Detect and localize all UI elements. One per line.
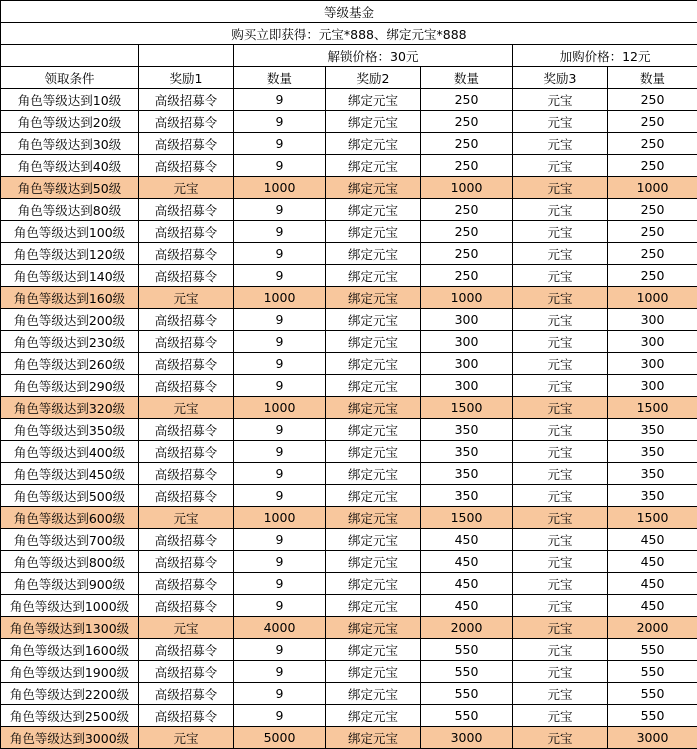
table-row: [1, 529, 697, 551]
qty1-cell: 9: [234, 683, 326, 705]
condition-cell: 角色等级达到350级: [1, 419, 139, 441]
reward3-cell: 元宝: [513, 463, 608, 485]
reward3-cell: 元宝: [513, 683, 608, 705]
reward2-cell: 绑定元宝: [326, 199, 421, 221]
qty1-cell: 9: [234, 639, 326, 661]
qty3-cell: 450: [608, 529, 697, 551]
reward3-cell: 元宝: [513, 397, 608, 419]
reward3-cell: 元宝: [513, 727, 608, 749]
condition-cell: 角色等级达到20级: [1, 111, 139, 133]
qty2-cell: 1500: [421, 507, 513, 529]
table-row: [1, 133, 697, 155]
qty1-cell: 9: [234, 661, 326, 683]
table-row: [1, 309, 697, 331]
reward1-cell: 高级招募令: [139, 661, 234, 683]
condition-cell: 角色等级达到2500级: [1, 705, 139, 727]
qty2-cell: 300: [421, 309, 513, 331]
qty1-cell: 1000: [234, 507, 326, 529]
condition-cell: 角色等级达到700级: [1, 529, 139, 551]
reward2-cell: 绑定元宝: [326, 309, 421, 331]
condition-cell: 角色等级达到400级: [1, 441, 139, 463]
qty3-cell: 350: [608, 441, 697, 463]
qty2-cell: 250: [421, 155, 513, 177]
reward2-cell: 绑定元宝: [326, 265, 421, 287]
reward2-cell: 绑定元宝: [326, 89, 421, 111]
qty3-cell: 300: [608, 353, 697, 375]
reward1-cell: 元宝: [139, 177, 234, 199]
qty3-cell: 550: [608, 639, 697, 661]
qty1-cell: 9: [234, 441, 326, 463]
qty3-cell: 250: [608, 111, 697, 133]
reward1-cell: 高级招募令: [139, 529, 234, 551]
qty3-cell: 450: [608, 551, 697, 573]
reward2-cell: 绑定元宝: [326, 133, 421, 155]
qty1-cell: 9: [234, 265, 326, 287]
qty2-cell: 1500: [421, 397, 513, 419]
subtitle-row: [1, 23, 697, 45]
reward3-cell: 元宝: [513, 617, 608, 639]
condition-cell: 角色等级达到30级: [1, 133, 139, 155]
qty3-cell: 300: [608, 331, 697, 353]
qty1-cell: 9: [234, 111, 326, 133]
qty3-cell: 1000: [608, 287, 697, 309]
reward1-cell: 元宝: [139, 727, 234, 749]
header-condition: 领取条件: [1, 67, 139, 89]
reward3-cell: 元宝: [513, 177, 608, 199]
condition-cell: 角色等级达到1600级: [1, 639, 139, 661]
reward1-cell: 高级招募令: [139, 309, 234, 331]
reward2-cell: 绑定元宝: [326, 419, 421, 441]
table-row: [1, 111, 697, 133]
qty2-cell: 250: [421, 243, 513, 265]
qty1-cell: 9: [234, 463, 326, 485]
table-row: [1, 573, 697, 595]
qty2-cell: 250: [421, 265, 513, 287]
table-row: [1, 419, 697, 441]
reward1-cell: 高级招募令: [139, 573, 234, 595]
unlock-price: 解锁价格：30元: [234, 45, 513, 67]
qty3-cell: 250: [608, 155, 697, 177]
reward2-cell: 绑定元宝: [326, 221, 421, 243]
condition-cell: 角色等级达到50级: [1, 177, 139, 199]
qty1-cell: 1000: [234, 287, 326, 309]
qty2-cell: 250: [421, 221, 513, 243]
condition-cell: 角色等级达到450级: [1, 463, 139, 485]
qty3-cell: 1000: [608, 177, 697, 199]
reward1-cell: 高级招募令: [139, 199, 234, 221]
qty3-cell: 250: [608, 199, 697, 221]
qty3-cell: 1500: [608, 397, 697, 419]
reward3-cell: 元宝: [513, 199, 608, 221]
qty1-cell: 9: [234, 155, 326, 177]
qty1-cell: 9: [234, 595, 326, 617]
qty1-cell: 1000: [234, 177, 326, 199]
qty2-cell: 250: [421, 199, 513, 221]
condition-cell: 角色等级达到600级: [1, 507, 139, 529]
condition-cell: 角色等级达到1000级: [1, 595, 139, 617]
reward2-cell: 绑定元宝: [326, 331, 421, 353]
qty2-cell: 350: [421, 463, 513, 485]
table-row: [1, 683, 697, 705]
qty2-cell: 300: [421, 353, 513, 375]
qty2-cell: 1000: [421, 177, 513, 199]
qty1-cell: 9: [234, 529, 326, 551]
reward2-cell: 绑定元宝: [326, 683, 421, 705]
price-row: [1, 45, 697, 67]
qty1-cell: 9: [234, 419, 326, 441]
reward3-cell: 元宝: [513, 331, 608, 353]
price-spacer-2: [139, 45, 234, 67]
qty3-cell: 1500: [608, 507, 697, 529]
condition-cell: 角色等级达到260级: [1, 353, 139, 375]
reward2-cell: 绑定元宝: [326, 485, 421, 507]
table-row: [1, 155, 697, 177]
qty1-cell: 4000: [234, 617, 326, 639]
reward2-cell: 绑定元宝: [326, 551, 421, 573]
reward3-cell: 元宝: [513, 507, 608, 529]
reward1-cell: 高级招募令: [139, 463, 234, 485]
qty1-cell: 9: [234, 221, 326, 243]
table-row: [1, 243, 697, 265]
condition-cell: 角色等级达到800级: [1, 551, 139, 573]
reward3-cell: 元宝: [513, 375, 608, 397]
header-reward1: 奖励1: [139, 67, 234, 89]
qty2-cell: 450: [421, 595, 513, 617]
qty2-cell: 300: [421, 331, 513, 353]
header-row: [1, 67, 697, 89]
condition-cell: 角色等级达到500级: [1, 485, 139, 507]
reward1-cell: 元宝: [139, 617, 234, 639]
condition-cell: 角色等级达到160级: [1, 287, 139, 309]
reward3-cell: 元宝: [513, 221, 608, 243]
qty1-cell: 9: [234, 89, 326, 111]
reward3-cell: 元宝: [513, 243, 608, 265]
condition-cell: 角色等级达到290级: [1, 375, 139, 397]
reward3-cell: 元宝: [513, 111, 608, 133]
table-row: [1, 199, 697, 221]
reward2-cell: 绑定元宝: [326, 727, 421, 749]
reward2-cell: 绑定元宝: [326, 661, 421, 683]
reward1-cell: 高级招募令: [139, 375, 234, 397]
table-row: [1, 353, 697, 375]
table-row: [1, 485, 697, 507]
qty2-cell: 250: [421, 133, 513, 155]
table-row: [1, 551, 697, 573]
table-row: [1, 265, 697, 287]
condition-cell: 角色等级达到230级: [1, 331, 139, 353]
reward1-cell: 元宝: [139, 507, 234, 529]
reward1-cell: 高级招募令: [139, 683, 234, 705]
qty3-cell: 250: [608, 243, 697, 265]
table-row: [1, 177, 697, 199]
qty2-cell: 450: [421, 573, 513, 595]
qty3-cell: 3000: [608, 727, 697, 749]
reward3-cell: 元宝: [513, 529, 608, 551]
reward2-cell: 绑定元宝: [326, 529, 421, 551]
reward1-cell: 高级招募令: [139, 133, 234, 155]
reward2-cell: 绑定元宝: [326, 111, 421, 133]
qty3-cell: 350: [608, 485, 697, 507]
reward3-cell: 元宝: [513, 639, 608, 661]
reward2-cell: 绑定元宝: [326, 177, 421, 199]
qty2-cell: 550: [421, 639, 513, 661]
title-row: [1, 1, 697, 23]
qty3-cell: 550: [608, 705, 697, 727]
header-qty1: 数量: [234, 67, 326, 89]
reward1-cell: 高级招募令: [139, 551, 234, 573]
reward3-cell: 元宝: [513, 419, 608, 441]
qty3-cell: 350: [608, 419, 697, 441]
reward1-cell: 高级招募令: [139, 419, 234, 441]
qty1-cell: 9: [234, 353, 326, 375]
reward3-cell: 元宝: [513, 441, 608, 463]
reward2-cell: 绑定元宝: [326, 353, 421, 375]
qty3-cell: 250: [608, 133, 697, 155]
reward3-cell: 元宝: [513, 309, 608, 331]
condition-cell: 角色等级达到1300级: [1, 617, 139, 639]
table-row: [1, 89, 697, 111]
reward1-cell: 高级招募令: [139, 243, 234, 265]
qty2-cell: 350: [421, 485, 513, 507]
qty1-cell: 9: [234, 705, 326, 727]
condition-cell: 角色等级达到40级: [1, 155, 139, 177]
table-row: [1, 441, 697, 463]
reward2-cell: 绑定元宝: [326, 507, 421, 529]
qty2-cell: 300: [421, 375, 513, 397]
condition-cell: 角色等级达到1900级: [1, 661, 139, 683]
reward1-cell: 高级招募令: [139, 485, 234, 507]
condition-cell: 角色等级达到320级: [1, 397, 139, 419]
reward3-cell: 元宝: [513, 551, 608, 573]
reward2-cell: 绑定元宝: [326, 705, 421, 727]
header-qty3: 数量: [608, 67, 697, 89]
qty2-cell: 2000: [421, 617, 513, 639]
condition-cell: 角色等级达到140级: [1, 265, 139, 287]
table-row: [1, 727, 697, 749]
qty3-cell: 250: [608, 221, 697, 243]
reward2-cell: 绑定元宝: [326, 441, 421, 463]
reward2-cell: 绑定元宝: [326, 287, 421, 309]
reward1-cell: 高级招募令: [139, 155, 234, 177]
table-row: [1, 221, 697, 243]
table-row: [1, 595, 697, 617]
reward1-cell: 高级招募令: [139, 221, 234, 243]
qty3-cell: 250: [608, 265, 697, 287]
table-body: [1, 1, 697, 749]
reward1-cell: 元宝: [139, 287, 234, 309]
reward1-cell: 高级招募令: [139, 595, 234, 617]
condition-cell: 角色等级达到900级: [1, 573, 139, 595]
reward1-cell: 高级招募令: [139, 89, 234, 111]
qty2-cell: 450: [421, 551, 513, 573]
qty2-cell: 550: [421, 661, 513, 683]
table-row: [1, 397, 697, 419]
reward3-cell: 元宝: [513, 353, 608, 375]
reward3-cell: 元宝: [513, 287, 608, 309]
qty2-cell: 350: [421, 419, 513, 441]
qty1-cell: 9: [234, 133, 326, 155]
condition-cell: 角色等级达到120级: [1, 243, 139, 265]
reward3-cell: 元宝: [513, 661, 608, 683]
reward3-cell: 元宝: [513, 705, 608, 727]
condition-cell: 角色等级达到80级: [1, 199, 139, 221]
qty1-cell: 9: [234, 485, 326, 507]
reward1-cell: 高级招募令: [139, 353, 234, 375]
reward1-cell: 高级招募令: [139, 331, 234, 353]
condition-cell: 角色等级达到100级: [1, 221, 139, 243]
qty2-cell: 550: [421, 683, 513, 705]
reward2-cell: 绑定元宝: [326, 243, 421, 265]
reward3-cell: 元宝: [513, 133, 608, 155]
qty2-cell: 1000: [421, 287, 513, 309]
table-row: [1, 705, 697, 727]
table-row: [1, 617, 697, 639]
qty2-cell: 550: [421, 705, 513, 727]
reward2-cell: 绑定元宝: [326, 573, 421, 595]
reward3-cell: 元宝: [513, 265, 608, 287]
qty3-cell: 550: [608, 683, 697, 705]
reward3-cell: 元宝: [513, 595, 608, 617]
reward2-cell: 绑定元宝: [326, 617, 421, 639]
qty2-cell: 250: [421, 89, 513, 111]
table-row: [1, 287, 697, 309]
reward3-cell: 元宝: [513, 89, 608, 111]
reward2-cell: 绑定元宝: [326, 397, 421, 419]
addon-price: 加购价格：12元: [513, 45, 697, 67]
reward2-cell: 绑定元宝: [326, 463, 421, 485]
qty3-cell: 350: [608, 463, 697, 485]
qty2-cell: 450: [421, 529, 513, 551]
qty3-cell: 300: [608, 309, 697, 331]
qty1-cell: 9: [234, 309, 326, 331]
qty3-cell: 450: [608, 573, 697, 595]
header-qty2: 数量: [421, 67, 513, 89]
header-reward2: 奖励2: [326, 67, 421, 89]
qty3-cell: 2000: [608, 617, 697, 639]
reward1-cell: 元宝: [139, 397, 234, 419]
qty3-cell: 450: [608, 595, 697, 617]
reward1-cell: 高级招募令: [139, 705, 234, 727]
qty3-cell: 300: [608, 375, 697, 397]
reward1-cell: 高级招募令: [139, 639, 234, 661]
reward1-cell: 高级招募令: [139, 111, 234, 133]
reward2-cell: 绑定元宝: [326, 155, 421, 177]
qty3-cell: 250: [608, 89, 697, 111]
reward2-cell: 绑定元宝: [326, 595, 421, 617]
reward1-cell: 高级招募令: [139, 265, 234, 287]
qty1-cell: 9: [234, 573, 326, 595]
reward3-cell: 元宝: [513, 485, 608, 507]
qty2-cell: 3000: [421, 727, 513, 749]
condition-cell: 角色等级达到200级: [1, 309, 139, 331]
table-row: [1, 507, 697, 529]
reward2-cell: 绑定元宝: [326, 639, 421, 661]
price-spacer-1: [1, 45, 139, 67]
table-row: [1, 639, 697, 661]
qty1-cell: 5000: [234, 727, 326, 749]
table-row: [1, 331, 697, 353]
table-title: 等级基金: [1, 1, 697, 23]
table-row: [1, 375, 697, 397]
table-row: [1, 463, 697, 485]
table-row: [1, 661, 697, 683]
qty1-cell: 9: [234, 551, 326, 573]
reward2-cell: 绑定元宝: [326, 375, 421, 397]
qty1-cell: 9: [234, 199, 326, 221]
header-reward3: 奖励3: [513, 67, 608, 89]
reward1-cell: 高级招募令: [139, 441, 234, 463]
qty2-cell: 250: [421, 111, 513, 133]
qty1-cell: 9: [234, 243, 326, 265]
reward3-cell: 元宝: [513, 155, 608, 177]
condition-cell: 角色等级达到10级: [1, 89, 139, 111]
purchase-bonus: 购买立即获得：元宝*888、绑定元宝*888: [1, 23, 697, 45]
qty1-cell: 9: [234, 331, 326, 353]
qty3-cell: 550: [608, 661, 697, 683]
qty1-cell: 9: [234, 375, 326, 397]
qty1-cell: 1000: [234, 397, 326, 419]
qty2-cell: 350: [421, 441, 513, 463]
reward3-cell: 元宝: [513, 573, 608, 595]
condition-cell: 角色等级达到3000级: [1, 727, 139, 749]
condition-cell: 角色等级达到2200级: [1, 683, 139, 705]
